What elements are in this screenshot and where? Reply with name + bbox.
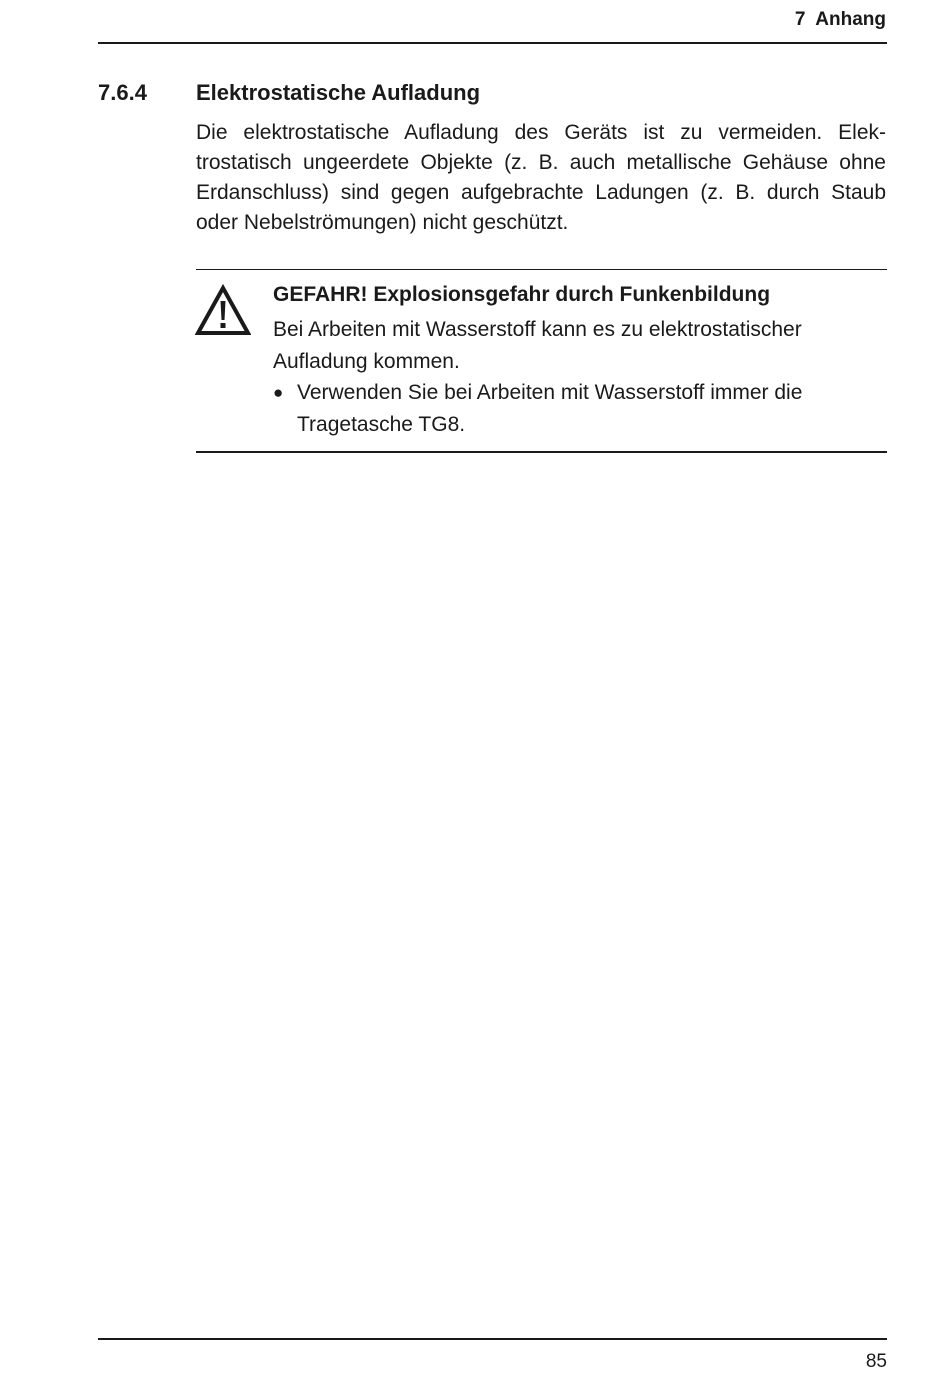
warning-title: GEFAHR! Explosionsgefahr durch Funkenbildung	[273, 283, 771, 306]
page-number: 85	[865, 1351, 887, 1372]
footer-divider	[98, 1338, 887, 1340]
section-body-text: Die elektrostatische Aufladung des Geräts ist zu vermeiden. Elektrostatisch ungeerdete Objekte (z. B. auch metallische Gehäuse ohne Erdanschluss) sind gegen aufgebrachte Ladungen (z. B. durch Staub oder Nebelströmungen) nicht geschützt.	[196, 121, 886, 234]
warning-triangle-icon	[195, 284, 251, 336]
bullet-icon: ●	[273, 383, 284, 402]
warning-text: Bei Arbeiten mit Wasserstoff kann es zu elektrostatischer Aufladung kommen.	[273, 318, 802, 373]
section-title: Elektrostatische Aufladung	[196, 80, 481, 105]
warning-top-divider	[196, 269, 887, 270]
warning-bullet-text: Verwenden Sie bei Arbeiten mit Wasserstoff immer die Tragetasche TG8.	[297, 381, 803, 436]
section-number: 7.6.4	[98, 80, 147, 105]
warning-bottom-divider	[196, 451, 887, 453]
chapter-header: 7 Anhang	[794, 9, 886, 30]
header-divider	[98, 42, 887, 44]
warning-bullet-item	[273, 377, 888, 441]
